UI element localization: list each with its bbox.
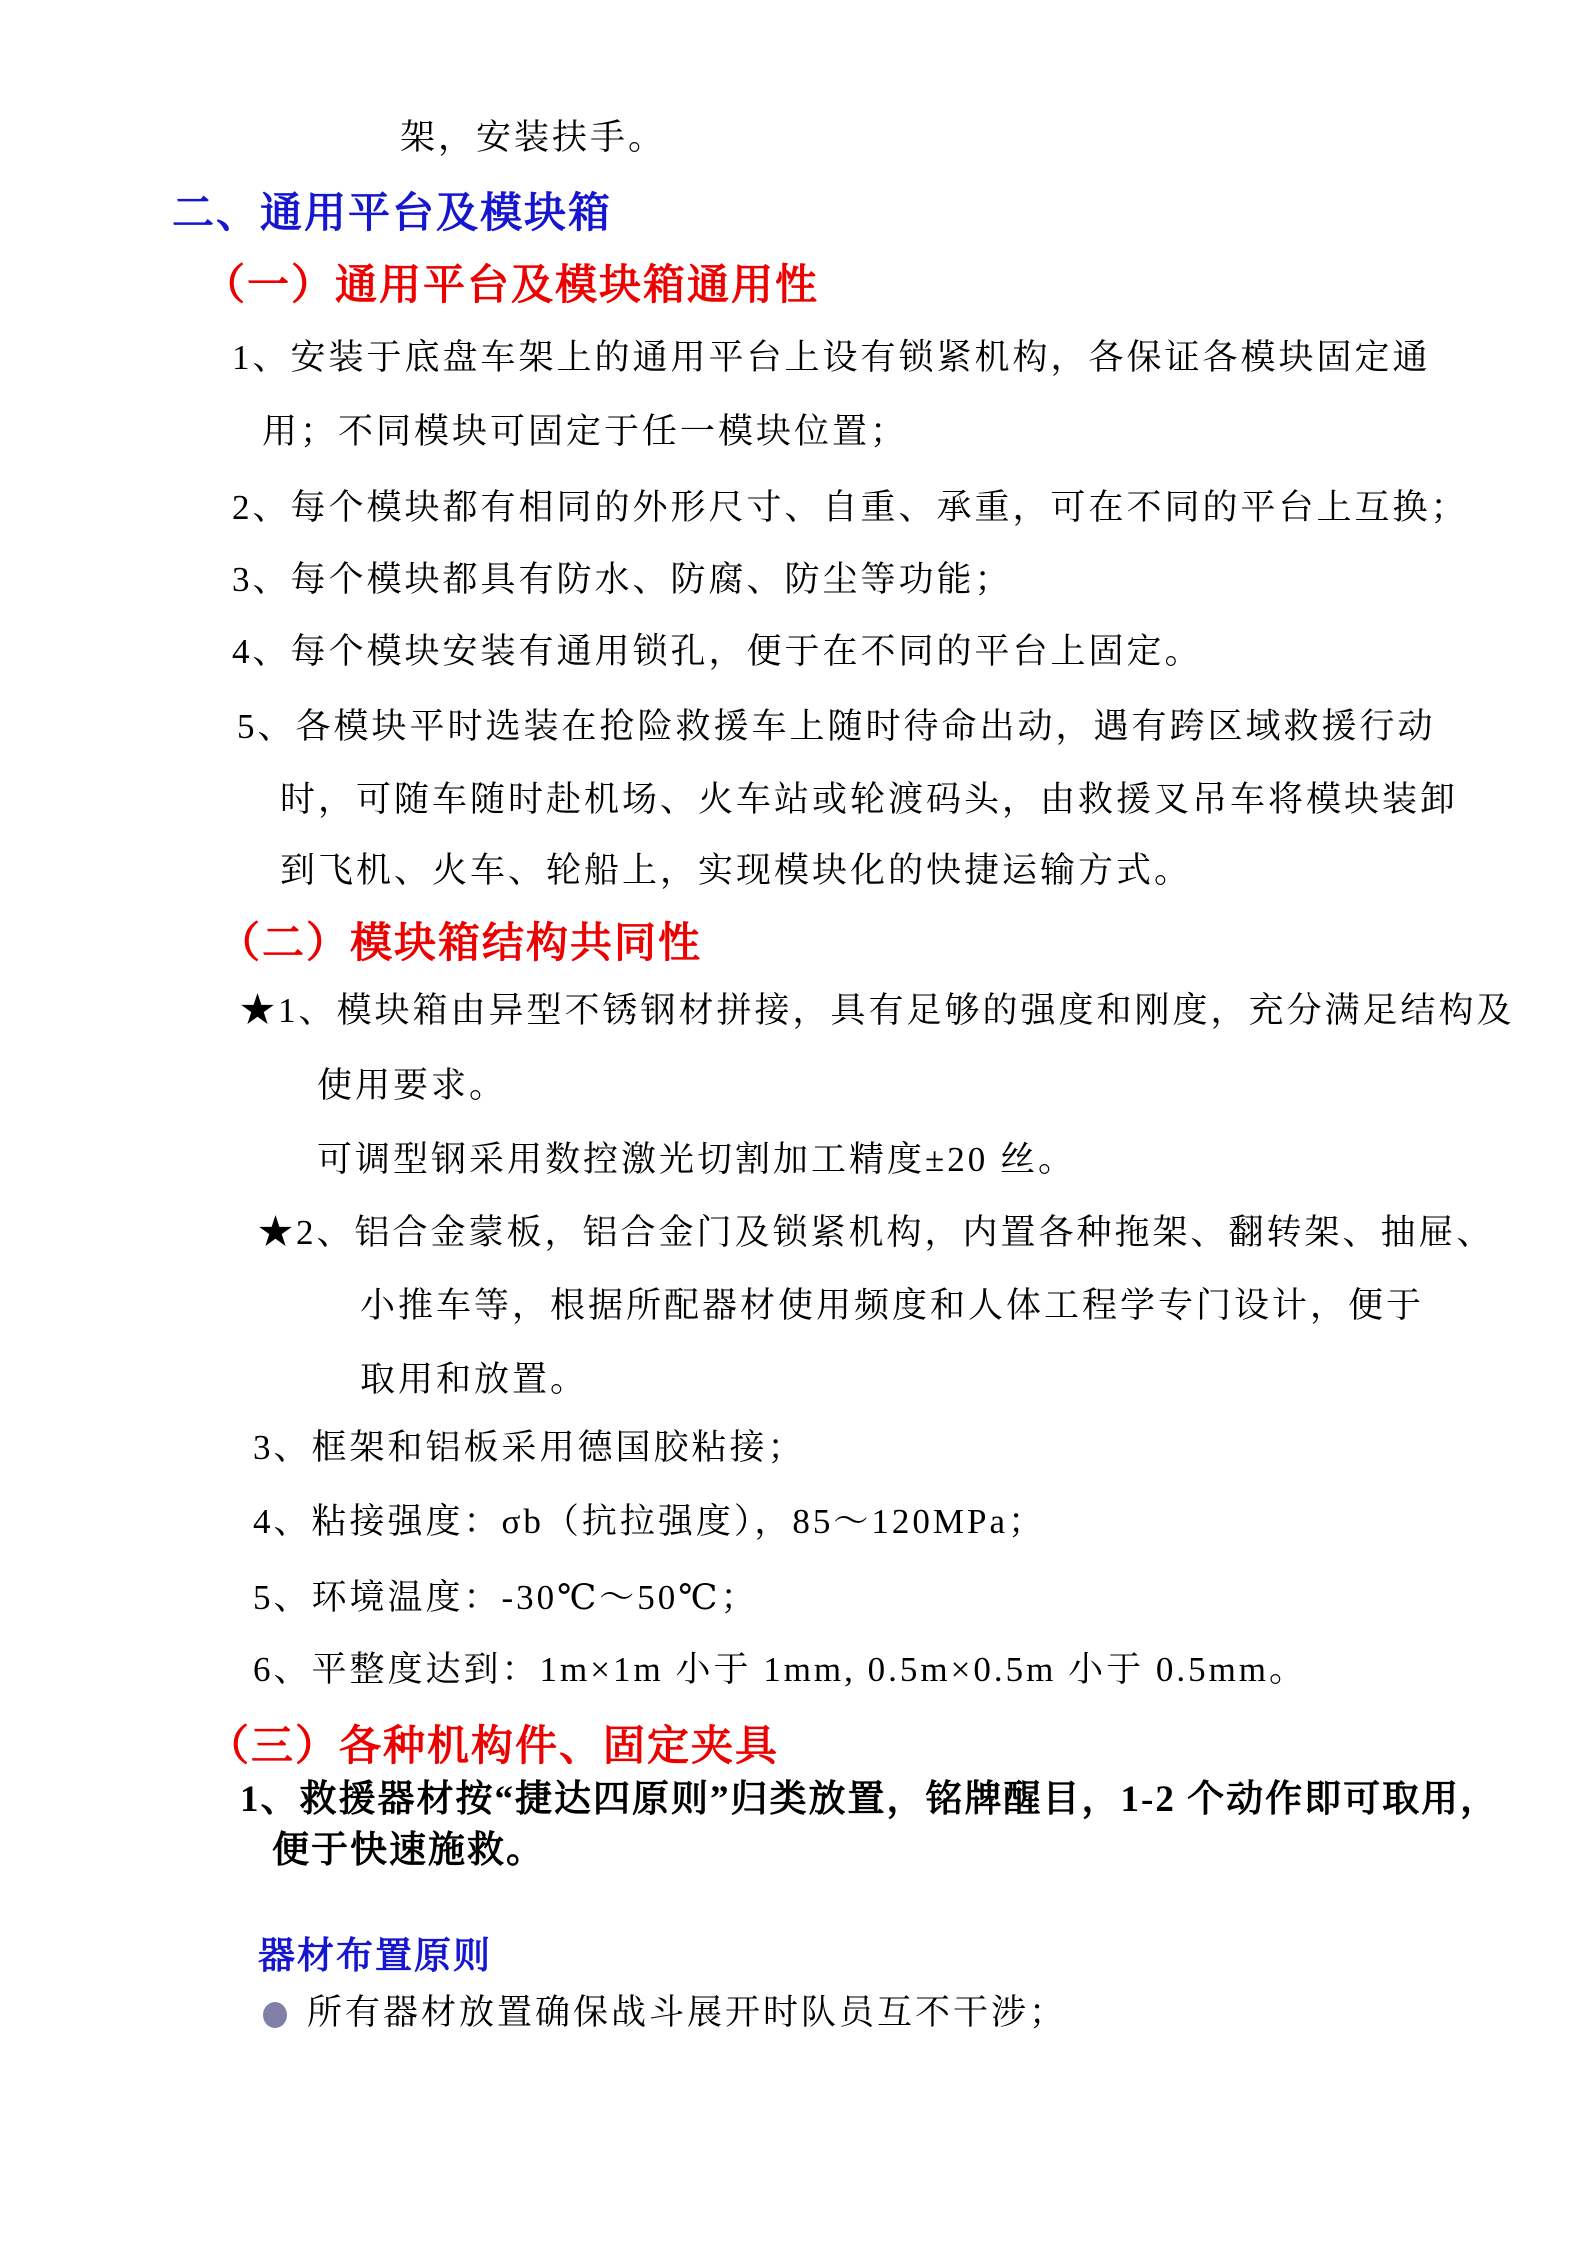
sub2-item1-line1: ★1、模块箱由异型不锈钢材拼接，具有足够的强度和刚度，充分满足结构及 xyxy=(240,991,1515,1030)
principles-bullet-text: 所有器材放置确保战斗展开时队员互不干涉； xyxy=(307,1993,1068,2032)
sub1-item5-line2: 时，可随车随时赴机场、火车站或轮渡码头，由救援叉吊车将模块装卸 xyxy=(280,780,1459,819)
carryover-line: 架，安装扶手。 xyxy=(400,118,667,157)
sub1-item5-line1: 5、各模块平时选装在抢险救援车上随时待命出动，遇有跨区域救援行动 xyxy=(237,707,1436,746)
sub1-item1-line1: 1、安装于底盘车架上的通用平台上设有锁紧机构，各保证各模块固定通 xyxy=(232,338,1431,377)
sub3-title: （三）各种机构件、固定夹具 xyxy=(207,1724,780,1770)
sub2-item4: 4、粘接强度：σb（抗拉强度），85～120MPa； xyxy=(253,1502,1046,1541)
sub2-item6: 6、平整度达到：1m×1m 小于 1mm, 0.5m×0.5m 小于 0.5mm。 xyxy=(253,1650,1308,1689)
sub3-item1-line2: 便于快速施救。 xyxy=(272,1830,545,1871)
sub2-item5: 5、环境温度：-30℃～50℃； xyxy=(253,1578,759,1617)
sub1-title: （一）通用平台及模块箱通用性 xyxy=(203,263,820,309)
sub2-item1-line2: 使用要求。 xyxy=(317,1066,508,1105)
sub3-item1-line1: 1、救援器材按“捷达四原则”归类放置，铭牌醒目，1-2 个动作即可取用， xyxy=(240,1779,1500,1820)
sub1-item3: 3、每个模块都具有防水、防腐、防尘等功能； xyxy=(232,560,1013,599)
sub2-item2-line3: 取用和放置。 xyxy=(360,1360,589,1399)
sub1-item4: 4、每个模块安装有通用锁孔，便于在不同的平台上固定。 xyxy=(232,632,1203,671)
principles-title: 器材布置原则 xyxy=(258,1936,492,1977)
sub1-item1-line2: 用；不同模块可固定于任一模块位置； xyxy=(262,412,909,451)
sub2-item1-line3: 可调型钢采用数控激光切割加工精度±20 丝。 xyxy=(317,1140,1076,1179)
principles-bullet-dot xyxy=(263,2002,287,2028)
section-title: 二、通用平台及模块箱 xyxy=(172,191,613,237)
sub1-item2: 2、每个模块都有相同的外形尺寸、自重、承重，可在不同的平台上互换； xyxy=(232,488,1469,527)
sub1-item5-line3: 到飞机、火车、轮船上，实现模块化的快捷运输方式。 xyxy=(280,851,1193,890)
sub2-title: （二）模块箱结构共同性 xyxy=(218,921,703,967)
sub2-item2-line1: ★2、铝合金蒙板，铝合金门及锁紧机构，内置各种拖架、翻转架、抽屉、 xyxy=(258,1213,1495,1252)
sub2-item2-line2: 小推车等，根据所配器材使用频度和人体工程学专门设计，便于 xyxy=(360,1286,1425,1325)
sub2-item3: 3、框架和铝板采用德国胶粘接； xyxy=(253,1428,806,1467)
